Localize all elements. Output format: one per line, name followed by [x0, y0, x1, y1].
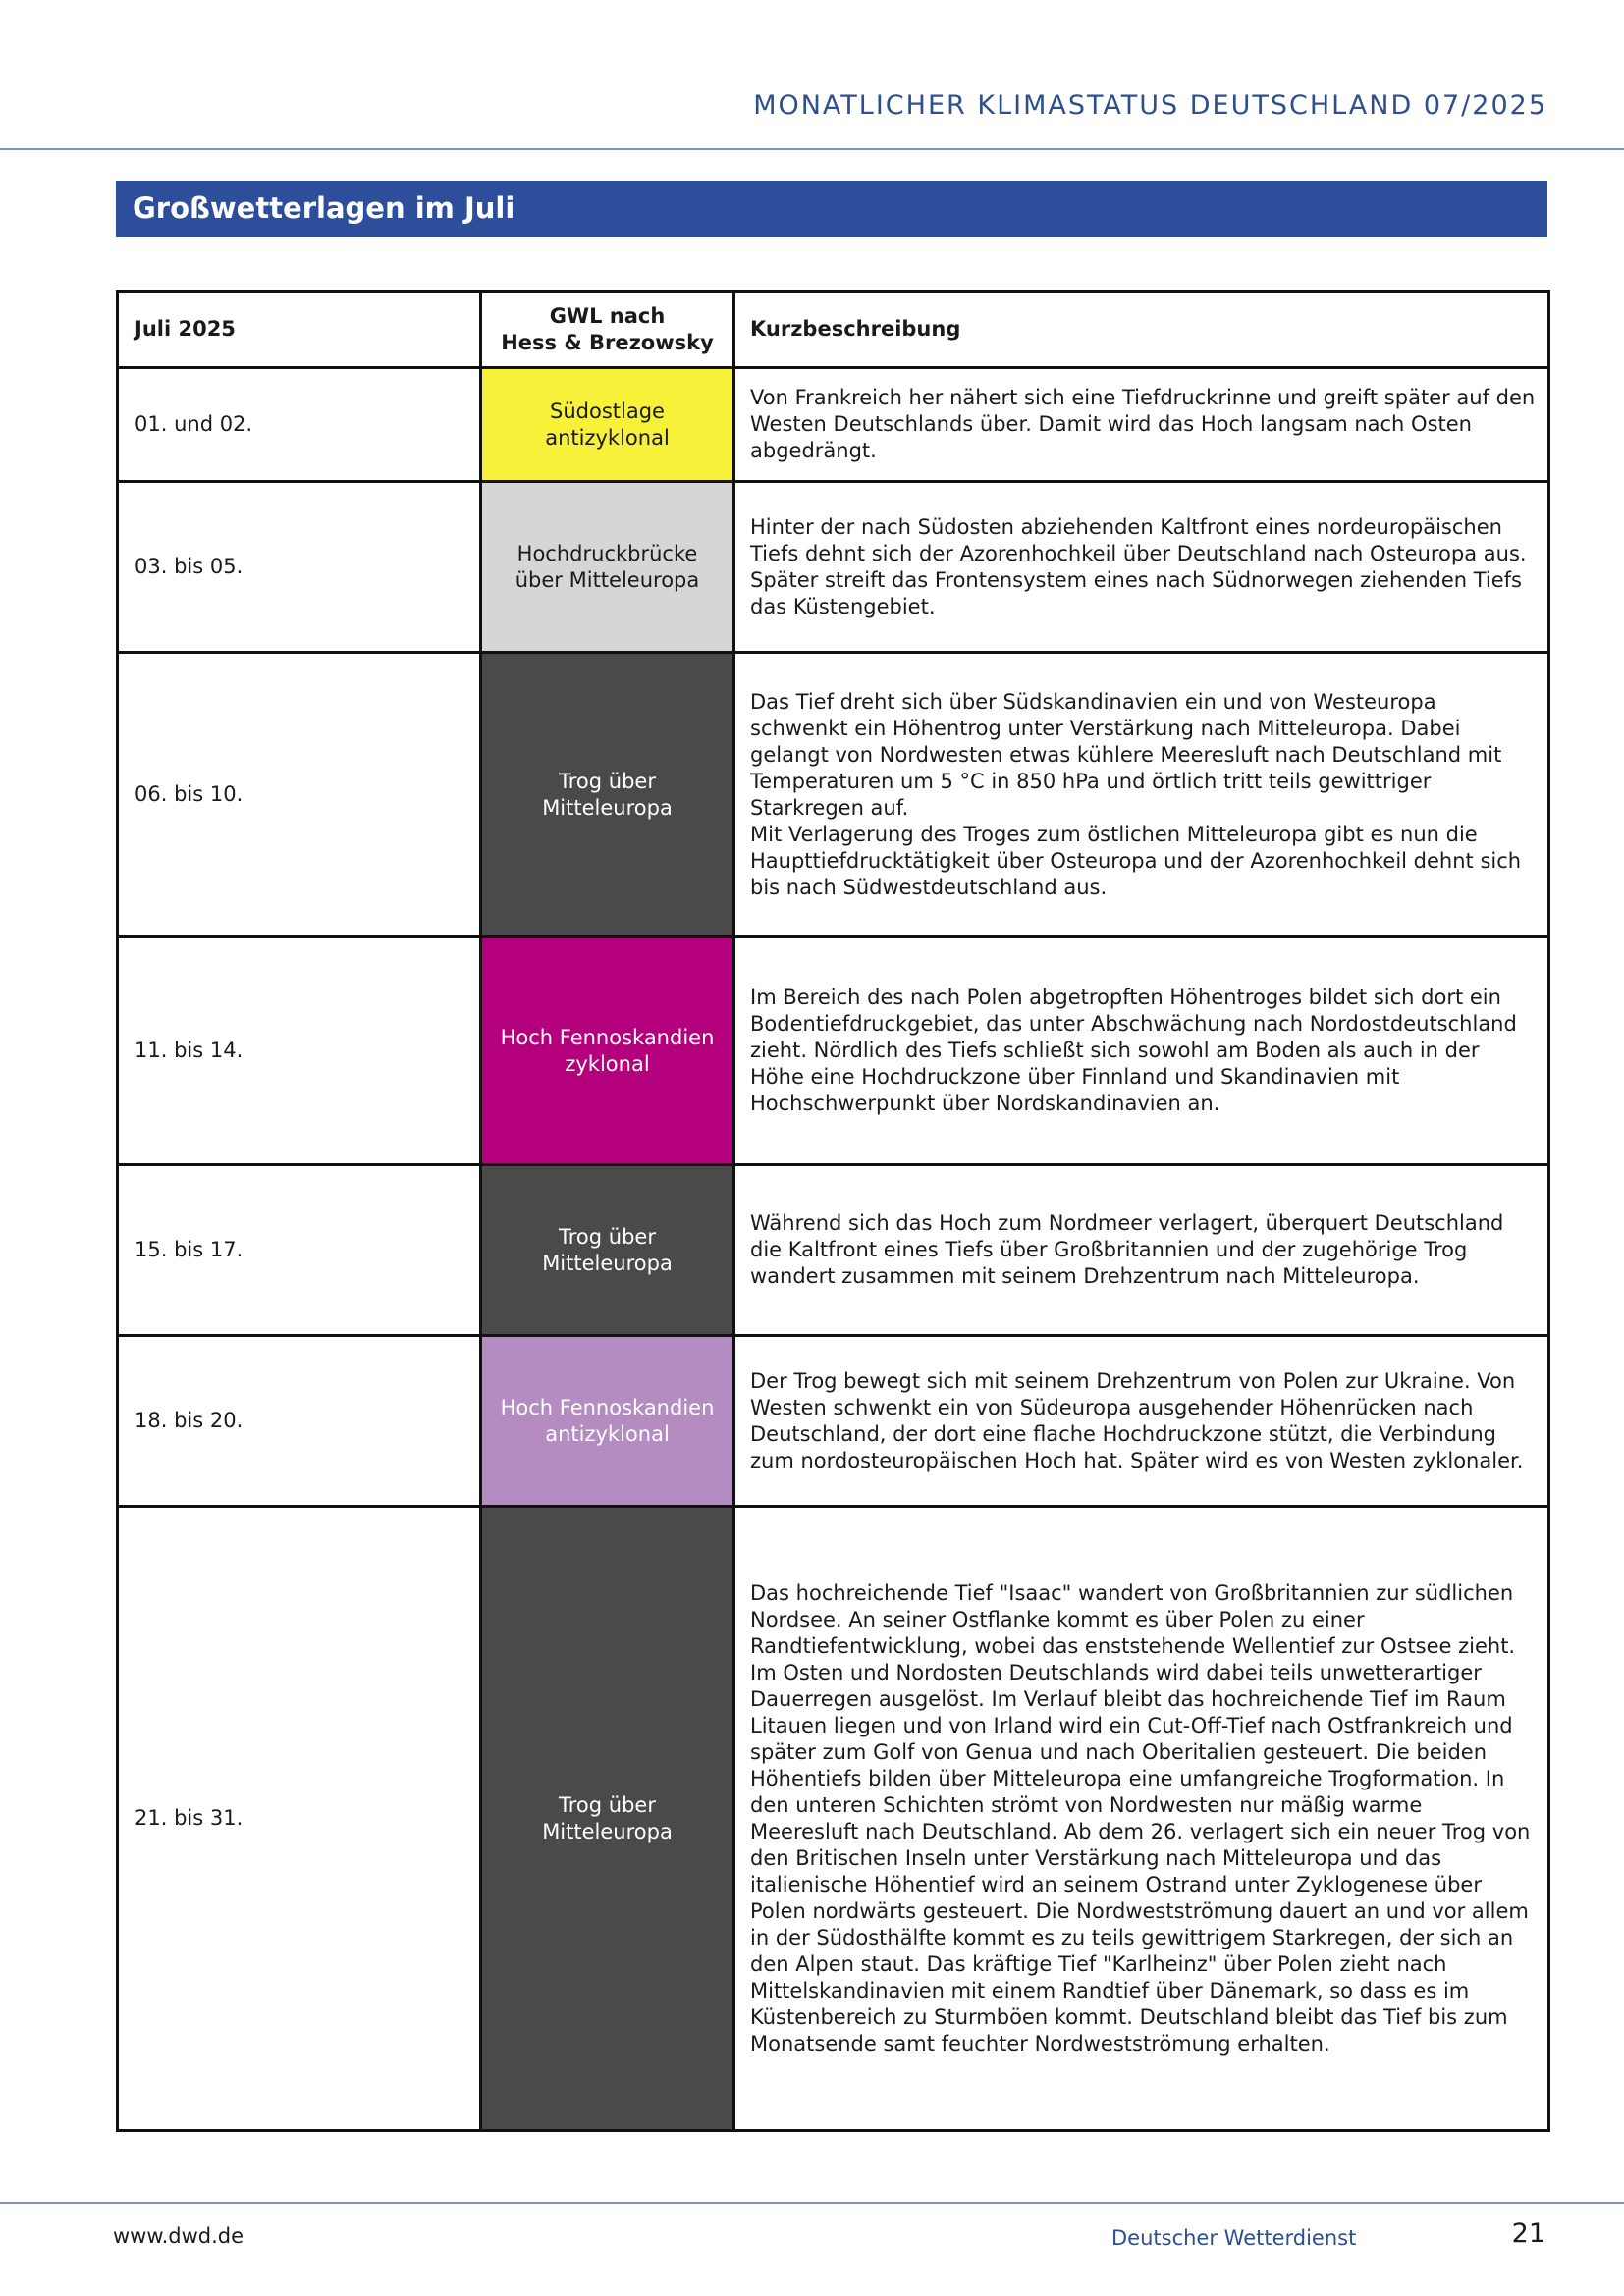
description-paragraph: Während sich das Hoch zum Nordmeer verlagert, überquert Deutschland die Kaltfront eines Tiefs über Großbritannien und der zugehörige Trog wandert zusammen mit seinem Drehzentrum nach Mitteleuropa. [750, 1211, 1504, 1288]
row-description [734, 1336, 1549, 1507]
row-gwl-type: Trog über Mitteleuropa [481, 653, 734, 937]
table-row [118, 937, 1549, 1165]
gwl-table [116, 290, 1550, 2132]
row-date: 18. bis 20. [118, 1336, 481, 1507]
row-description [734, 482, 1549, 653]
footer-organization: Deutscher Wetterdienst [1111, 2226, 1357, 2250]
footer-website: www.dwd.de [113, 2224, 244, 2248]
row-date: 03. bis 05. [118, 482, 481, 653]
description-paragraph: Hinter der nach Südosten abziehenden Kaltfront eines nordeuropäischen Tiefs dehnt sich der Azorenhochkeil über Deutschland nach Osteuropa aus. Später streift das Frontensystem eines nach Südnorwegen ziehenden Tiefs das Küstengebiet. [750, 514, 1527, 618]
table-row [118, 1336, 1549, 1507]
table-header-row [118, 292, 1549, 368]
table-row [118, 482, 1549, 653]
row-description [734, 653, 1549, 937]
row-date: 06. bis 10. [118, 653, 481, 937]
table-row [118, 368, 1549, 482]
row-date: 15. bis 17. [118, 1165, 481, 1336]
table-row [118, 653, 1549, 937]
row-description [734, 1165, 1549, 1336]
row-gwl-type: Südostlage antizyklonal [481, 368, 734, 482]
description-paragraph: Im Bereich des nach Polen abgetropften Höhentroges bildet sich dort ein Bodentiefdruckgebiet, das unter Abschwächung nach Nordostdeutschland zieht. Nördlich des Tiefs schließt sich sowohl am Boden als auch in der Höhe eine Hochdruckzone über Finnland und Skandinavien mit Hochschwerpunkt über Nordskandinavien an. [750, 986, 1517, 1115]
description-paragraph: Von Frankreich her nähert sich eine Tiefdruckrinne und greift später auf den Westen Deutschlands über. Damit wird das Hoch langsam nach Osten abgedrängt. [750, 386, 1536, 462]
row-gwl-type: Hoch Fennoskandien antizyklonal [481, 1336, 734, 1507]
table-row [118, 1165, 1549, 1336]
row-date: 01. und 02. [118, 368, 481, 482]
row-description [734, 1507, 1549, 2131]
page-number: 21 [1511, 2218, 1545, 2249]
table-row [118, 1507, 1549, 2131]
table-body [118, 368, 1549, 2131]
description-paragraph: Im Osten und Nordosten Deutschlands wird dabei teils unwetterartiger Dauerregen ausgelöst. Im Verlauf bleibt das hochreichende Tief im Raum Litauen liegen und von Irland wird ein Cut-Off-Tief nach Ostfrankreich und später zum Golf von Genua und nach Oberitalien gesteuert. Die beiden Höhentiefs bilden über Mitteleuropa eine umfangreiche Trogformation. In den unteren Schichten strömt von Nordwesten nur mäßig warme Meeresluft nach Deutschland. Ab dem 26. verlagert sich ein neuer Trog von den Britischen Inseln unter Verstärkung nach Mitteleuropa und das italienische Höhentief wird an seinem Ostrand unter Zyklogenese über Polen nordwärts gesteuert. Die Nordwestströmung dauert an und vor allem in der Südosthälfte kommt es zu teils gewittrigem Starkregen, der sich an den Alpen staut. Das kräftige Tief "Karlheinz" über Polen zieht nach Mittelskandinavien mit einem Randtief über Dänemark, so dass es im Küstenbereich zu Sturmböen kommt. Deutschland bleibt das Tief bis zum Monatsende samt feuchter Nordwestströmung erhalten. [750, 1660, 1531, 2056]
column-header-gwl-text: GWL nach Hess & Brezowsky [501, 303, 714, 354]
header-divider [0, 148, 1624, 150]
description-paragraph: Mit Verlagerung des Troges zum östlichen Mitteleuropa gibt es nun die Haupttiefdrucktätigkeit über Osteuropa und der Azorenhochkeil dehnt sich bis nach Südwestdeutschland aus. [750, 822, 1522, 899]
row-description [734, 937, 1549, 1165]
row-date: 21. bis 31. [118, 1507, 481, 2131]
column-header-gwl [481, 292, 734, 368]
description-paragraph: Das hochreichende Tief "Isaac" wandert von Großbritannien zur südlichen Nordsee. An seiner Ostflanke kommt es über Polen zu einer Randtiefentwicklung, wobei das enststehende Wellentief zur Ostsee zieht. [750, 1580, 1516, 1658]
row-gwl-type: Hoch Fennoskandien zyklonal [481, 937, 734, 1165]
row-gwl-type: Trog über Mitteleuropa [481, 1165, 734, 1336]
row-date: 11. bis 14. [118, 937, 481, 1165]
section-title: Großwetterlagen im Juli [116, 181, 1547, 237]
description-paragraph: Das Tief dreht sich über Südskandinavien ein und von Westeuropa schwenkt ein Höhentrog unter Verstärkung nach Mitteleuropa. Dabei gelangt von Nordwesten etwas kühlere Meeresluft nach Deutschland mit Temperaturen um 5 °C in 850 hPa und örtlich tritt teils gewittriger Starkregen auf. [750, 689, 1502, 820]
row-gwl-type: Trog über Mitteleuropa [481, 1507, 734, 2131]
footer-divider [0, 2202, 1624, 2204]
row-description [734, 368, 1549, 482]
description-paragraph: Der Trog bewegt sich mit seinem Drehzentrum von Polen zur Ukraine. Von Westen schwenkt ein von Südeuropa ausgehender Höhenrücken nach Deutschland, der dort eine flache Hochdruckzone stützt, die Verbindung zum nordosteuropäischen Hoch hat. Später wird es von Westen zyklonaler. [750, 1368, 1524, 1472]
column-header-month: Juli 2025 [118, 292, 481, 368]
column-header-description: Kurzbeschreibung [734, 292, 1549, 368]
row-gwl-type: Hochdruckbrücke über Mitteleuropa [481, 482, 734, 653]
header-title: MONATLICHER KLIMASTATUS DEUTSCHLAND 07/2025 [753, 90, 1547, 121]
